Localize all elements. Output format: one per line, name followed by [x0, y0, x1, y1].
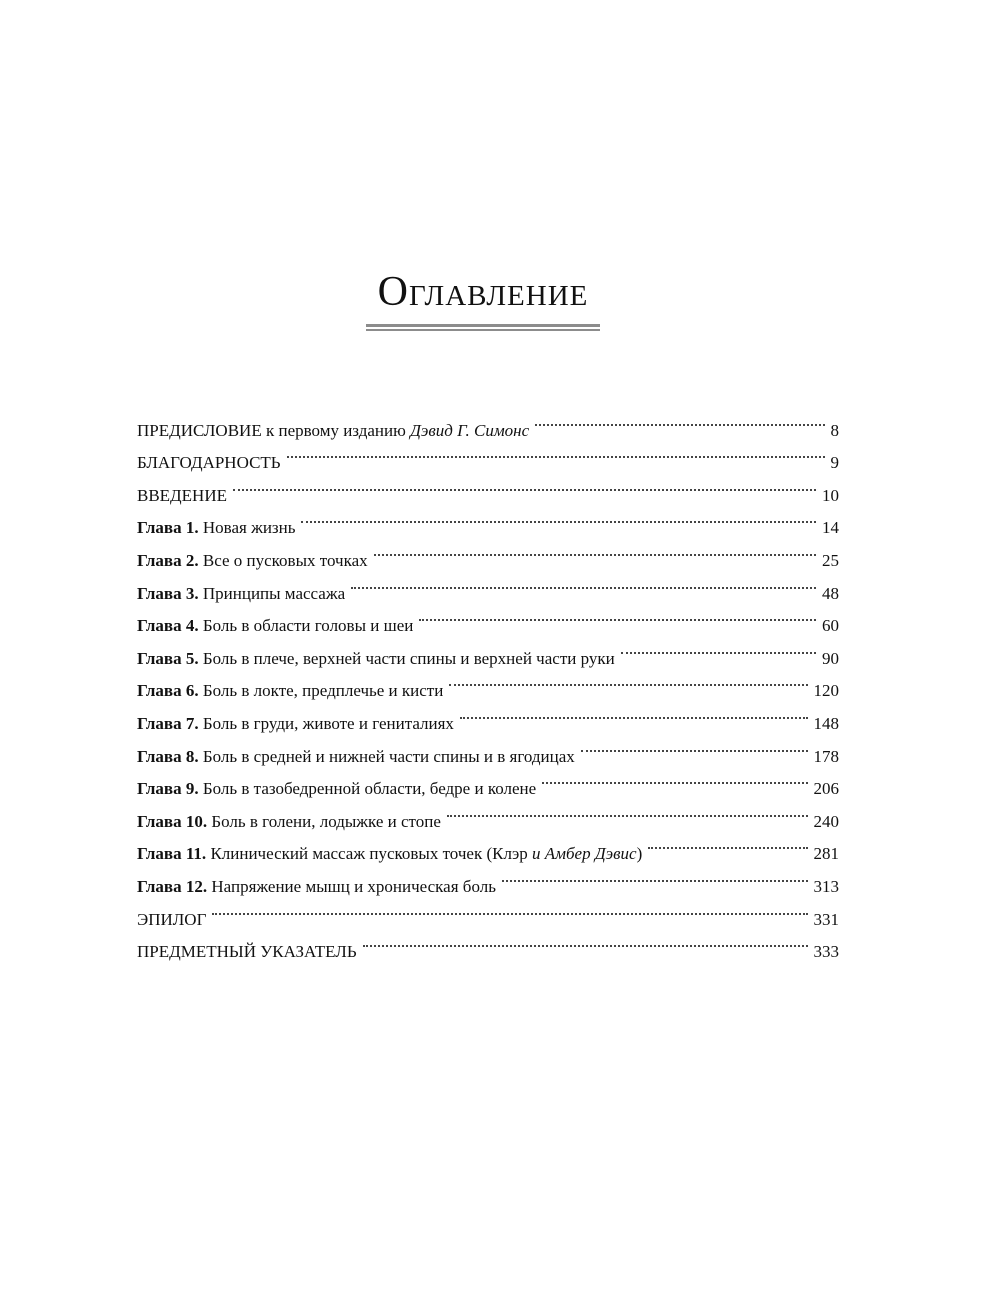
- dot-leader: [301, 501, 816, 534]
- chapter-number: Глава 7.: [137, 713, 199, 733]
- dot-leader: [648, 827, 807, 860]
- page-number: 8: [830, 420, 839, 440]
- dot-leader: [535, 403, 824, 436]
- entry-title: Напряжение мышц и хроническая боль: [207, 876, 496, 896]
- dot-leader: [212, 892, 807, 925]
- title-underline: [366, 324, 600, 331]
- entry-title: ПРЕДМЕТНЫЙ УКАЗАТЕЛЬ: [137, 942, 357, 962]
- chapter-number: Глава 12.: [137, 876, 208, 896]
- dot-leader: [374, 533, 816, 566]
- title-block: [366, 266, 600, 331]
- page-title: Оглавление: [377, 269, 589, 315]
- toc-entry-label: [137, 936, 357, 969]
- dot-leader: [621, 631, 816, 664]
- entry-title-suffix: ): [636, 844, 643, 864]
- toc-entry-label: [137, 904, 206, 937]
- page-number: 206: [813, 779, 839, 799]
- toc-entry-label: [137, 512, 295, 545]
- chapter-number: Глава 4.: [137, 616, 199, 636]
- page-number: 240: [813, 811, 839, 831]
- page-number: 120: [813, 681, 839, 701]
- chapter-number: Глава 5.: [137, 648, 199, 668]
- page-number: 90: [822, 648, 839, 668]
- toc-entry-label: [137, 741, 575, 774]
- toc-entry: [137, 925, 839, 962]
- dot-leader: [581, 729, 808, 762]
- entry-title: Все о пусковых точках: [198, 550, 368, 570]
- toc-entry-label: [137, 610, 413, 643]
- entry-title: ВВЕДЕНИЕ: [137, 485, 227, 505]
- dot-leader: [502, 859, 808, 892]
- dot-leader: [287, 436, 825, 469]
- toc-entry-label: [137, 806, 441, 839]
- entry-title: Клинический массаж пусковых точек (Клэр: [206, 844, 532, 864]
- toc-entry: [137, 468, 839, 505]
- table-of-contents: [137, 403, 839, 962]
- dot-leader: [542, 762, 807, 795]
- dot-leader: [447, 794, 808, 827]
- entry-title: Боль в средней и нижней части спины и в ягодицах: [198, 746, 575, 766]
- toc-entry-label: [137, 480, 227, 513]
- toc-entry-label: [137, 545, 368, 578]
- page-number: 60: [822, 616, 839, 636]
- entry-author: и Амбер Дэвис: [532, 844, 637, 864]
- page-number: 9: [830, 453, 839, 473]
- chapter-number: Глава 9.: [137, 779, 199, 799]
- page-number: 178: [813, 746, 839, 766]
- dot-leader: [233, 468, 816, 501]
- chapter-number: Глава 8.: [137, 746, 199, 766]
- page-number: 48: [822, 583, 839, 603]
- page-number: 14: [822, 518, 839, 538]
- page-number: 10: [822, 485, 839, 505]
- page-number: 333: [813, 942, 839, 962]
- entry-title: Новая жизнь: [198, 518, 296, 538]
- dot-leader: [449, 664, 807, 697]
- page-number: 148: [813, 713, 839, 733]
- entry-title: ЭПИЛОГ: [137, 909, 207, 929]
- entry-title: Боль в плече, верхней части спины и верхней части руки: [198, 648, 615, 668]
- toc-entry-label: [137, 708, 454, 741]
- entry-title: БЛАГОДАРНОСТЬ: [137, 453, 281, 473]
- entry-title: Боль в локте, предплечье и кисти: [198, 681, 444, 701]
- entry-title: Боль в тазобедренной области, бедре и колене: [198, 779, 537, 799]
- entry-title: Принципы массажа: [198, 583, 346, 603]
- page-number: 313: [813, 876, 839, 896]
- toc-entry: [137, 892, 839, 929]
- dot-leader: [419, 599, 816, 632]
- entry-author: Дэвид Г. Симонс: [410, 420, 530, 440]
- dot-leader: [460, 696, 808, 729]
- entry-title: Боль в области головы и шеи: [198, 616, 414, 636]
- entry-title: Боль в груди, животе и гениталиях: [198, 713, 454, 733]
- chapter-number: Глава 3.: [137, 583, 199, 603]
- chapter-number: Глава 10.: [137, 811, 208, 831]
- toc-entry-label: [137, 675, 443, 708]
- dot-leader: [363, 925, 808, 958]
- page-number: 281: [813, 844, 839, 864]
- dot-leader: [351, 566, 816, 599]
- toc-entry: [137, 501, 839, 538]
- toc-entry-label: [137, 578, 345, 611]
- chapter-number: Глава 11.: [137, 844, 207, 864]
- page-number: 331: [813, 909, 839, 929]
- chapter-number: Глава 6.: [137, 681, 199, 701]
- page-number: 25: [822, 550, 839, 570]
- toc-entry: [137, 403, 839, 440]
- chapter-number: Глава 1.: [137, 518, 199, 538]
- entry-title: ПРЕДИСЛОВИЕ к первому изданию: [137, 420, 411, 440]
- chapter-number: Глава 2.: [137, 550, 199, 570]
- entry-title: Боль в голени, лодыжке и стопе: [207, 811, 441, 831]
